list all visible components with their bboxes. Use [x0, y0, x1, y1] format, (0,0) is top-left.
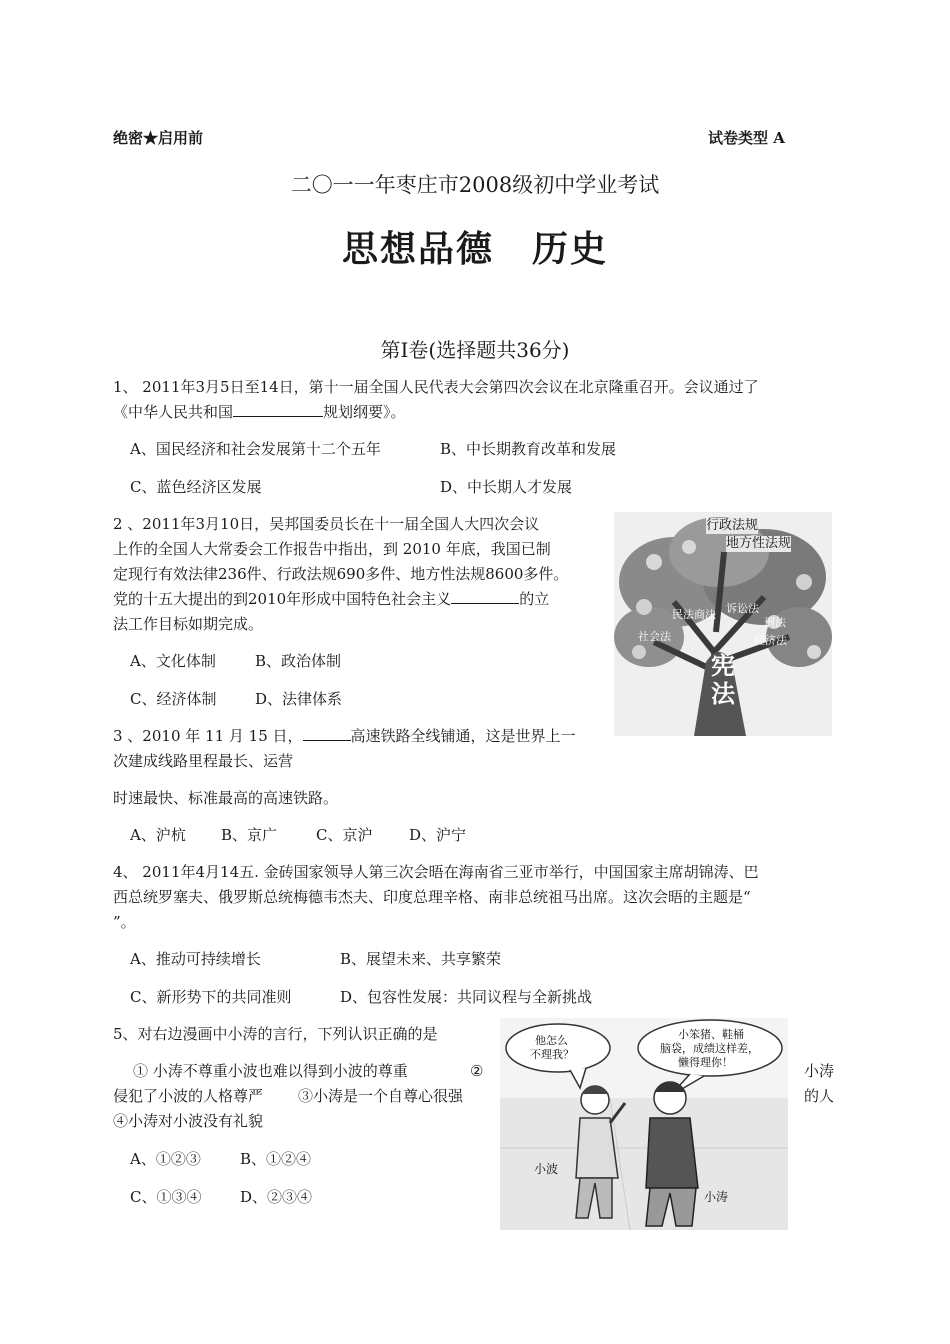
q2-line5: 法工作目标如期完成。: [113, 615, 264, 633]
q1-blank: [233, 402, 323, 417]
q1-option-c: C、蓝色经济区发展: [130, 478, 262, 496]
tree-label-civil-law: 民法商法: [672, 608, 716, 621]
law-tree-image: [614, 512, 832, 736]
q4-option-d: D、包容性发展：共同议程与全新挑战: [340, 988, 593, 1006]
q2-blank: [451, 589, 519, 604]
tree-label-criminal-law: 刑法: [764, 616, 786, 629]
q5-option-b: B、①②④: [240, 1150, 312, 1168]
q3-line3: 时速最快、标准最高的高速铁路。: [113, 789, 339, 807]
q4-option-a: A、推动可持续增长: [130, 950, 261, 968]
bubble-left-line2: 不理我？: [530, 1048, 574, 1061]
q3-option-d: D、沪宁: [409, 826, 467, 844]
q3-option-c: C、京沪: [316, 826, 373, 844]
q3-line1-part1: 3 、2010 年 11 月 15 日，: [113, 727, 303, 745]
q2-line4-part2: 的立: [519, 590, 550, 608]
tree-label-constitution: 宪法: [711, 651, 735, 708]
q5-option-d: D、②③④: [240, 1188, 313, 1206]
q2-line1: 2 、2011年3月10日，吴邦国委员长在十一届全国人大四次会议: [113, 515, 540, 533]
tree-label-social-law: 社会法: [638, 630, 671, 643]
q3-line1: [113, 724, 576, 748]
q1-option-b: B、中长期教育改革和发展: [440, 440, 617, 458]
q5-statement-3-end: 的人: [804, 1087, 835, 1105]
label-xiao-bo: 小波: [534, 1162, 559, 1176]
q1-stem-part1: 《中华人民共和国: [113, 403, 234, 421]
bubble-right-line3: 懒得理你！: [678, 1056, 733, 1069]
q4-line3: ”。: [113, 913, 136, 931]
q2-option-a: A、文化体制: [130, 652, 216, 670]
q1-stem-line2: [113, 400, 406, 424]
q5-stem: 5、对右边漫画中小涛的言行，下列认识正确的是: [113, 1025, 438, 1043]
exam-title: 二〇一一年枣庄市2008级初中学业考试: [290, 173, 660, 197]
q1-option-d: D、中长期人才发展: [440, 478, 573, 496]
q3-option-a: A、沪杭: [130, 826, 186, 844]
q5-statement-2: 侵犯了小波的人格尊严: [113, 1087, 264, 1105]
q5-statement-1: ① 小涛不尊重小波也难以得到小波的尊重: [133, 1062, 408, 1080]
q5-option-a: A、①②③: [130, 1150, 201, 1168]
q2-line4: [113, 587, 549, 611]
tree-label-procedure-law: 诉讼法: [726, 602, 759, 615]
tree-label-economic-law: 经济法: [754, 634, 787, 647]
q3-line1-part2: 高速铁路全线铺通，这是世界上一: [350, 727, 576, 745]
section-title: 第Ⅰ卷(选择题共36分): [380, 338, 570, 362]
q3-option-b: B、京广: [221, 826, 278, 844]
q1-stem-line1: 1、 2011年3月5日至14日，第十一届全国人民代表大会第四次会议在北京隆重召开。会议通过了: [113, 378, 759, 396]
q1-option-a: A、国民经济和社会发展第十二个五年: [130, 440, 381, 458]
q4-line2: 西总统罗塞夫、俄罗斯总统梅德韦杰夫、印度总理辛格、南非总统祖马出席。这次会晤的主题是“: [113, 888, 751, 906]
q4-line1: 4、 2011年4月14五. 金砖国家领导人第三次会晤在海南省三亚市举行，中国国家主席胡锦涛、巴: [113, 863, 759, 881]
tree-label-admin-regulations: 行政法规: [706, 518, 759, 533]
q4-option-b: B、展望未来、共享繁荣: [340, 950, 502, 968]
q2-option-c: C、经济体制: [130, 690, 217, 708]
cartoon-image: [500, 1018, 788, 1230]
q2-option-b: B、政治体制: [255, 652, 342, 670]
q3-blank: [303, 726, 351, 741]
q5-statement-2-marker: ②: [470, 1062, 484, 1080]
paper-type-label: 试卷类型 A: [708, 129, 785, 147]
label-xiao-tao: 小涛: [704, 1190, 729, 1204]
q2-option-d: D、法律体系: [255, 690, 343, 708]
q3-line2: 次建成线路里程最长、运营: [113, 752, 294, 770]
q5-statement-2-subject: 小涛: [804, 1062, 835, 1080]
q5-statement-4: ④小涛对小波没有礼貌: [113, 1112, 264, 1130]
subject-title: 思想品德 历史: [341, 228, 608, 270]
tree-label-local-regulations: 地方性法规: [726, 536, 792, 551]
q2-line3: 定现行有效法律236件、行政法规690多件、地方性法规8600多件。: [113, 565, 569, 583]
q5-statement-3: ③小涛是一个自尊心很强: [298, 1087, 464, 1105]
bubble-left-line1: 他怎么: [535, 1034, 568, 1047]
q1-stem-part2: 规划纲要》。: [323, 403, 406, 421]
q2-line4-part1: 党的十五大提出的到2010年形成中国特色社会主义: [113, 590, 452, 608]
q5-option-c: C、①③④: [130, 1188, 202, 1206]
secret-label: 绝密★启用前: [113, 129, 204, 147]
q2-line2: 上作的全国人大常委会工作报告中指出，到 2010 年底，我国已制: [113, 540, 551, 558]
bubble-right-line1: 小笨猪、鞋桶: [678, 1028, 744, 1041]
bubble-right-line2: 脑袋，成绩这样差，: [660, 1042, 759, 1055]
q4-option-c: C、新形势下的共同准则: [130, 988, 292, 1006]
